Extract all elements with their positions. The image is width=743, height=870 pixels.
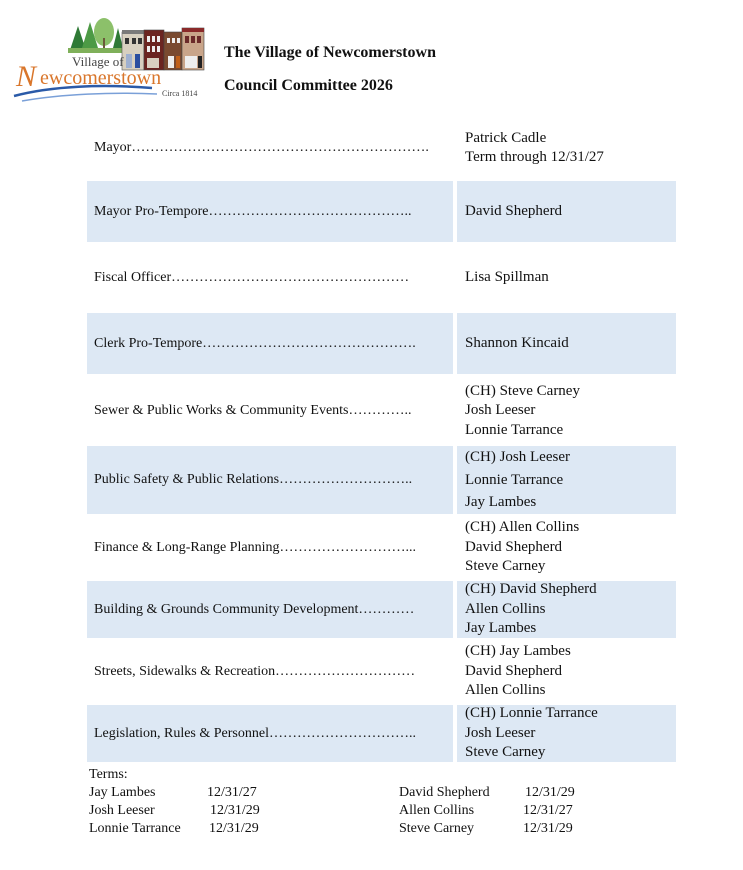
member-name: Jay Lambes: [465, 620, 537, 637]
chair-name: (CH) Allen Collins: [465, 519, 580, 536]
term-date: 12/31/29: [210, 803, 260, 818]
terms-heading: Terms:: [89, 767, 128, 782]
role-label: Mayor Pro-Tempore……………………………………..: [87, 181, 453, 242]
member-name: Lisa Spillman: [465, 269, 549, 285]
term-date: 12/31/29: [209, 821, 259, 836]
committee-row-clerk-pro-tempore: [87, 313, 676, 374]
trees-icon: [68, 18, 126, 53]
role-label: Legislation, Rules & Personnel…………………………..: [87, 705, 453, 762]
role-label: Mayor……………………………………………………….: [94, 140, 429, 155]
term-name: Allen Collins: [399, 803, 475, 818]
member-name: Josh Leeser: [465, 402, 536, 419]
role-names: [457, 117, 676, 179]
committee-row-building-grounds: [87, 581, 676, 638]
role-names: [457, 246, 676, 310]
term-note: Term through 12/31/27: [465, 149, 604, 165]
role-label: Clerk Pro-Tempore……………………………………….: [87, 313, 453, 374]
role-names: [457, 446, 676, 514]
term-name: Jay Lambes: [89, 785, 156, 800]
page-subtitle: Council Committee 2026: [224, 77, 393, 94]
term-date: 12/31/27: [523, 803, 573, 818]
term-name: Josh Leeser: [89, 803, 155, 818]
page-title: The Village of Newcomerstown: [224, 44, 436, 61]
member-name: David Shepherd: [465, 662, 563, 679]
member-name: David Shepherd: [465, 202, 563, 219]
chair-name: (CH) Jay Lambes: [465, 643, 571, 660]
member-name: Patrick Cadle: [465, 129, 547, 146]
member-name: Allen Collins: [465, 600, 546, 617]
term-name: Lonnie Tarrance: [89, 821, 181, 836]
member-name: David Shepherd: [465, 538, 563, 555]
member-name: Steve Carney: [465, 558, 546, 575]
logo-n-initial: N: [16, 60, 37, 93]
member-name: Steve Carney: [465, 744, 546, 761]
committee-row-streets: [87, 641, 676, 702]
role-names: [457, 517, 676, 578]
role-names: [457, 581, 676, 638]
role-label: Sewer & Public Works & Community Events…………..: [94, 403, 412, 418]
role-label: Public Safety & Public Relations………………………..: [87, 446, 453, 514]
role-names: [457, 705, 676, 762]
chair-name: (CH) David Shepherd: [465, 581, 597, 598]
committee-row-legislation: [87, 705, 676, 762]
logo-village-of: Village of: [72, 54, 124, 69]
member-name: Lonnie Tarrance: [465, 471, 564, 488]
village-logo: [12, 8, 208, 104]
member-name: Josh Leeser: [465, 724, 536, 741]
term-name: David Shepherd: [399, 785, 490, 800]
committee-row-fiscal-officer: [87, 246, 676, 310]
role-label: Streets, Sidewalks & Recreation…………………………: [94, 663, 416, 679]
role-label: Finance & Long-Range Planning………………………...: [94, 539, 416, 555]
committee-row-mayor: [87, 117, 676, 179]
storefronts-icon: [122, 28, 204, 70]
term-date: 12/31/27: [207, 785, 257, 800]
chair-name: (CH) Lonnie Tarrance: [465, 705, 598, 722]
term-date: 12/31/29: [525, 785, 575, 800]
committee-row-finance: [87, 517, 676, 578]
role-names: [457, 181, 676, 242]
river-wave-icon: [22, 93, 157, 101]
member-name: Shannon Kincaid: [465, 334, 569, 351]
logo-circa: Circa 1814: [162, 89, 198, 98]
committee-row-public-safety: [87, 446, 676, 514]
term-name: Steve Carney: [399, 821, 475, 836]
committee-row-mayor-pro-tempore: [87, 181, 676, 242]
role-names: [457, 313, 676, 374]
chair-name: (CH) Josh Leeser: [465, 449, 570, 466]
member-name: Lonnie Tarrance: [465, 421, 564, 438]
member-name: Allen Collins: [465, 682, 546, 699]
member-name: Jay Lambes: [465, 494, 537, 511]
role-label: Building & Grounds Community Development…………: [87, 581, 453, 638]
chair-name: (CH) Steve Carney: [465, 382, 580, 399]
role-label: Fiscal Officer……………………………………………: [94, 270, 410, 285]
role-names: [457, 378, 676, 444]
logo-newcomerstown: ewcomerstown: [40, 67, 162, 89]
term-date: 12/31/29: [523, 821, 573, 836]
committee-row-sewer-public-works: [87, 378, 676, 444]
role-names: [457, 641, 676, 702]
